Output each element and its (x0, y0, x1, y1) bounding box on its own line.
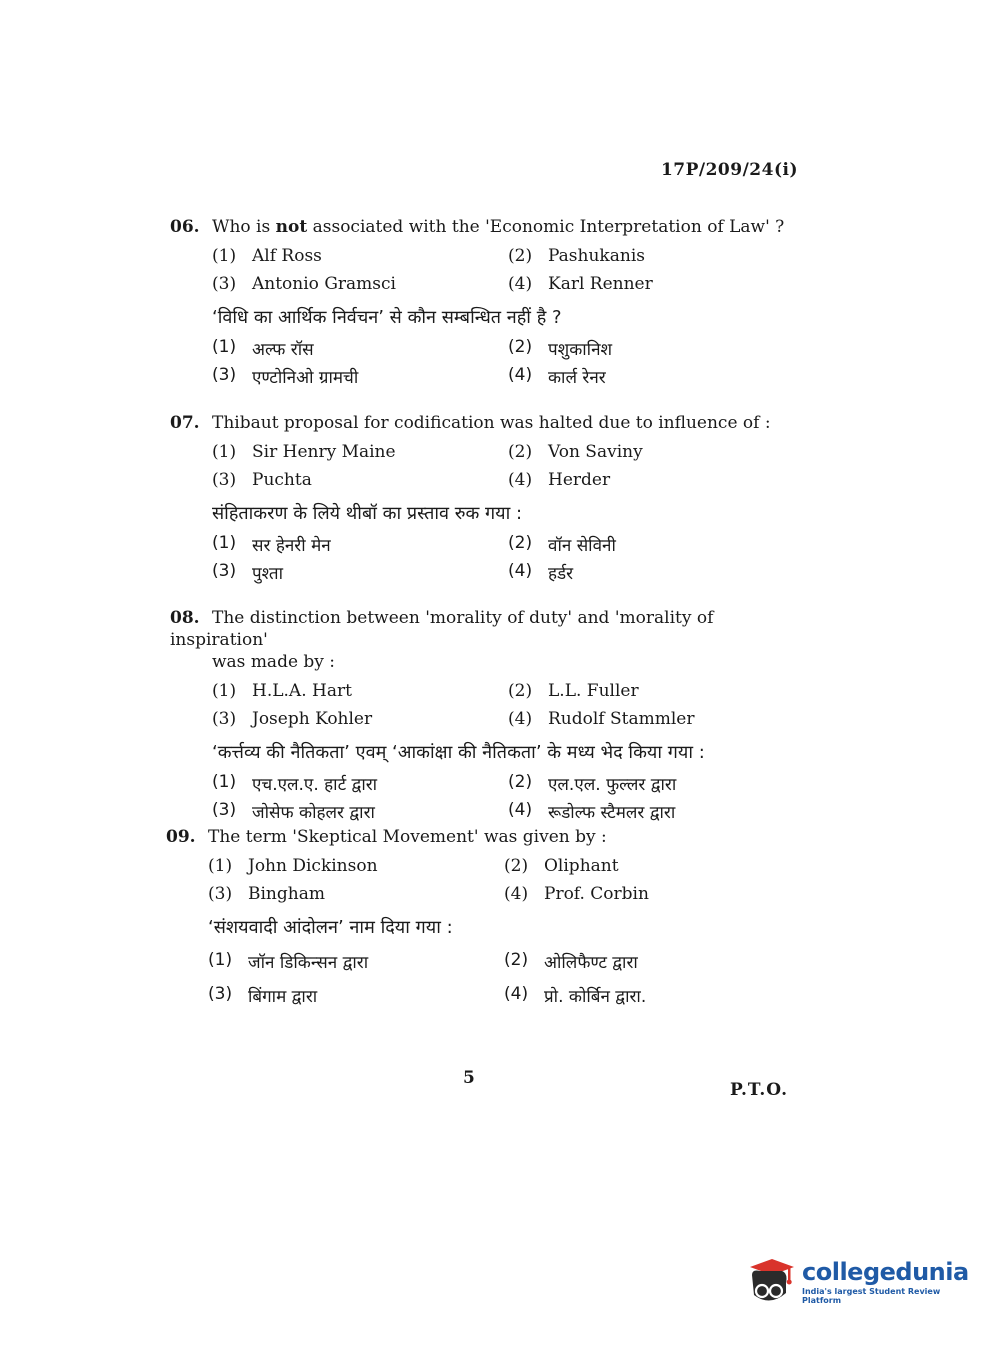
question-09 (166, 826, 806, 1012)
option-2: (2) Pashukanis (508, 246, 645, 266)
question-07 (170, 412, 810, 586)
hindi-option-1: (1) एच.एल.ए. हार्ट द्वारा (212, 771, 378, 795)
hindi-option-3: (3) एण्टोनिओ ग्रामची (212, 364, 359, 388)
hindi-option-4: (4) कार्ल रेनर (508, 364, 606, 388)
option-4: (4) Rudolf Stammler (508, 709, 695, 729)
hindi-option-4: (4) रूडोल्फ स्टैमलर द्वारा (508, 799, 676, 823)
question-06 (170, 216, 810, 390)
hindi-option-3: (3) पुश्ता (212, 560, 283, 584)
option-4: (4) Herder (508, 470, 611, 490)
question-number: 09. (166, 827, 196, 847)
question-text: 07. Thibaut proposal for codification was halted due to influence of : (170, 413, 771, 433)
option-3: (3) Joseph Kohler (212, 709, 373, 729)
option-1: (1) Alf Ross (212, 246, 322, 266)
hindi-option-4: (4) हर्डर (508, 560, 574, 584)
option-2: (2) L.L. Fuller (508, 681, 639, 701)
question-08 (170, 607, 810, 825)
collegedunia-logo-icon (742, 1253, 798, 1309)
option-3: (3) Bingham (208, 884, 325, 904)
page-number: 5 (463, 1068, 475, 1088)
hindi-option-1: (1) अल्फ रॉस (212, 336, 314, 360)
hindi-option-2: (2) ओलिफैण्ट द्वारा (504, 949, 638, 973)
hindi-option-2: (2) पशुकानिश (508, 336, 613, 360)
hindi-option-4: (4) प्रो. कोर्बिन द्वारा. (504, 983, 647, 1007)
option-2: (2) Von Saviny (508, 442, 643, 462)
hindi-option-3: (3) बिंगाम द्वारा (208, 983, 318, 1007)
brand-name: collegedunia (802, 1257, 969, 1286)
option-4: (4) Prof. Corbin (504, 884, 649, 904)
hindi-option-1: (1) सर हेनरी मेन (212, 532, 331, 556)
option-1: (1) H.L.A. Hart (212, 681, 352, 701)
collegedunia-brand (742, 1250, 967, 1312)
hindi-question-text: ‘संशयवादी आंदोलन’ नाम दिया गया : (208, 917, 453, 938)
option-2: (2) Oliphant (504, 856, 619, 876)
hindi-question-text: संहिताकरण के लिये थीबॉ का प्रस्ताव रुक गया : (212, 503, 523, 524)
hindi-options (212, 769, 810, 825)
brand-tagline: India's largest Student Review Platform (802, 1286, 941, 1305)
hindi-options (212, 530, 810, 586)
hindi-question-text: ‘कर्त्तव्य की नैतिकता’ एवम् ‘आकांक्षा की नैतिकता’ के मध्य भेद किया गया : (212, 742, 705, 763)
option-4: (4) Karl Renner (508, 274, 653, 294)
option-3: (3) Antonio Gramsci (212, 274, 396, 294)
hindi-option-3: (3) जोसेफ कोहलर द्वारा (212, 799, 375, 823)
option-1: (1) Sir Henry Maine (212, 442, 396, 462)
question-text: 06. Who is not associated with the 'Economic Interpretation of Law' ? (170, 217, 785, 237)
paper-code: 17P/209/24(i) (660, 160, 798, 180)
hindi-question-text: ‘विधि का आर्थिक निर्वचन’ से कौन सम्बन्धित नहीं है ? (212, 307, 562, 328)
question-number: 07. (170, 413, 200, 433)
option-3: (3) Puchta (212, 470, 312, 490)
hindi-option-1: (1) जॉन डिकिन्सन द्वारा (208, 949, 369, 973)
hindi-options (208, 944, 806, 1012)
question-number: 06. (170, 217, 200, 237)
option-1: (1) John Dickinson (208, 856, 378, 876)
english-options (212, 438, 810, 494)
hindi-options (212, 334, 810, 390)
pto-label: P.T.O. (730, 1080, 788, 1100)
hindi-option-2: (2) एल.एल. फुल्लर द्वारा (508, 771, 677, 795)
english-options (212, 242, 810, 298)
question-number: 08. (170, 608, 200, 628)
question-text: 08. The distinction between 'morality of duty' and 'morality of inspiration' was made by : (170, 608, 714, 672)
english-options (208, 852, 806, 908)
question-text: 09. The term 'Skeptical Movement' was given by : (166, 827, 607, 847)
hindi-option-2: (2) वॉन सेविनी (508, 532, 616, 556)
english-options (212, 677, 810, 733)
